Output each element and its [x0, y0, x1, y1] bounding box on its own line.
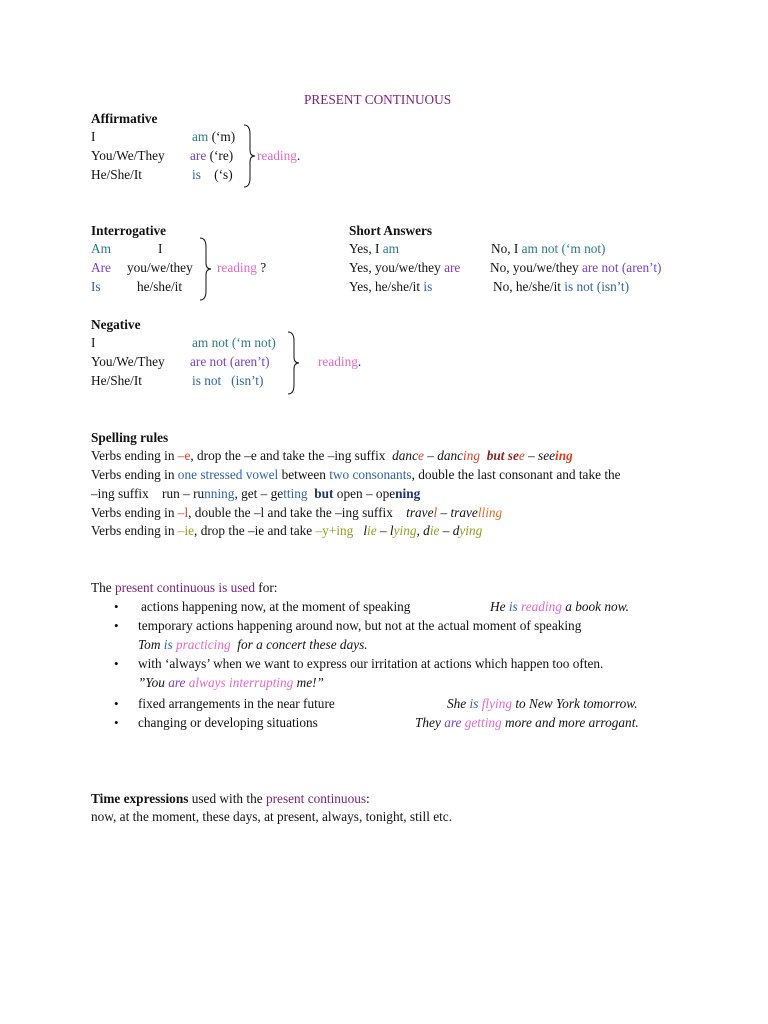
no-answer — [490, 259, 661, 277]
interrogative-brace — [199, 237, 213, 301]
neg-subject-he: He/She/It — [91, 373, 142, 388]
time-heading: Time expressions used with the present continuous: — [91, 791, 370, 806]
no-answer — [491, 240, 606, 258]
usage-item-text: changing or developing situations — [138, 715, 318, 730]
no-verb: are not — [581, 260, 619, 275]
int-subject-you: you/we/they — [127, 260, 193, 275]
aff-short-s: (‘s) — [214, 167, 233, 182]
int-verb-is: Is — [91, 279, 101, 294]
usage-item-text: fixed arrangements in the near future — [138, 696, 335, 711]
interrogative-heading: Interrogative — [91, 223, 167, 238]
neg-verb-row — [192, 372, 263, 390]
negative-heading: Negative — [91, 317, 141, 332]
spelling-rule-2b: –ing suffix run – running, get – getting but open – opening — [91, 486, 421, 501]
negative-brace — [287, 331, 301, 395]
usage-example: He is reading a book now. — [490, 599, 629, 614]
neg-verb-row — [190, 353, 270, 371]
aff-verb-row — [190, 147, 233, 165]
aff-subject-he: He/She/It — [91, 167, 142, 182]
no-verb: am not — [521, 241, 559, 256]
int-verb-am: Am — [91, 241, 111, 256]
neg-short-m-not: (‘m not) — [231, 335, 276, 350]
aff-subject-you: You/We/They — [91, 148, 165, 163]
bullet-icon: • — [114, 715, 119, 730]
neg-short-isnt: (isn’t) — [231, 373, 264, 388]
int-subject-he: he/she/it — [137, 279, 183, 294]
spelling-rule-1: Verbs ending in –e, drop the –e and take the –ing suffix dance – dancing but see – seeing — [91, 448, 573, 463]
aff-reading: reading — [257, 148, 297, 163]
aff-verb-row — [192, 128, 235, 146]
no-short: (isn’t) — [596, 279, 630, 294]
yes-answer — [349, 259, 460, 277]
aff-ending — [257, 147, 300, 165]
usage-example: Tom is practicing for a concert these days. — [138, 637, 368, 652]
yes-verb: am — [382, 241, 400, 256]
yes-answer — [349, 240, 399, 258]
yes-verb: are — [444, 260, 461, 275]
neg-period: . — [357, 354, 362, 369]
bullet-icon: • — [114, 599, 119, 614]
int-reading: reading — [217, 260, 257, 275]
usage-example: She is flying to New York tomorrow. — [447, 696, 638, 711]
aff-verb-row — [192, 166, 233, 184]
int-verb-are: Are — [91, 260, 111, 275]
neg-verb-row — [192, 334, 276, 352]
int-ending — [217, 259, 266, 277]
no-prefix: No, he/she/it — [493, 279, 561, 294]
neg-verb-am-not: am not — [192, 335, 229, 350]
usage-example: ”You are always interrupting me!” — [138, 675, 324, 690]
no-prefix: No, you/we/they — [490, 260, 579, 275]
spelling-rule-4: Verbs ending in –ie, drop the –ie and take –y+ing lie – lying, die – dying — [91, 523, 483, 538]
yes-answer — [349, 278, 432, 296]
bullet-icon: • — [114, 696, 119, 711]
aff-verb-is: is — [192, 167, 201, 182]
spelling-heading: Spelling rules — [91, 430, 169, 445]
yes-prefix: Yes, I — [349, 241, 380, 256]
aff-verb-am: am — [192, 129, 209, 144]
neg-verb-are-not: are not — [190, 354, 227, 369]
no-answer — [493, 278, 629, 296]
no-short: (‘m not) — [561, 241, 606, 256]
short-answers-heading: Short Answers — [349, 223, 433, 238]
affirmative-heading: Affirmative — [91, 111, 158, 126]
int-subject-i: I — [158, 241, 163, 256]
rule1-example: dance – dancing but see – seeing — [392, 448, 573, 463]
yes-prefix: Yes, he/she/it — [349, 279, 421, 294]
rule3-example: travel – travelling — [406, 505, 503, 520]
aff-subject-i: I — [91, 129, 96, 144]
usage-item-text: temporary actions happening around now, but not at the actual moment of speaking — [138, 618, 582, 633]
neg-reading: reading — [318, 354, 358, 369]
spelling-rule-2: Verbs ending in one stressed vowel between two consonants, double the last consonant and take the — [91, 467, 621, 482]
bullet-icon: • — [114, 618, 119, 633]
no-prefix: No, I — [491, 241, 519, 256]
neg-subject-i: I — [91, 335, 96, 350]
usage-item-text: with ‘always’ when we want to express our irritation at actions which happen too often. — [138, 656, 604, 671]
usage-intro: The present continuous is used for: — [91, 580, 278, 595]
page-title: PRESENT CONTINUOUS — [304, 92, 452, 107]
usage-example: They are getting more and more arrogant. — [415, 715, 639, 730]
neg-ending — [318, 353, 361, 371]
no-short: (aren’t) — [621, 260, 662, 275]
neg-verb-is-not: is not — [192, 373, 222, 388]
bullet-icon: • — [114, 656, 119, 671]
int-qmark: ? — [260, 260, 267, 275]
neg-short-arent: (aren’t) — [229, 354, 270, 369]
neg-subject-you: You/We/They — [91, 354, 165, 369]
spelling-rule-3: Verbs ending in –l, double the –l and take the –ing suffix travel – travelling — [91, 505, 503, 520]
yes-verb: is — [423, 279, 433, 294]
aff-verb-are: are — [190, 148, 207, 163]
usage-item-text: actions happening now, at the moment of speaking — [141, 599, 411, 614]
no-verb: is not — [564, 279, 594, 294]
time-expressions-list: now, at the moment, these days, at present, always, tonight, still etc. — [91, 809, 453, 824]
rule4-example: lie – lying, die – dying — [363, 523, 483, 538]
aff-short-re: (‘re) — [209, 148, 234, 163]
aff-short-m: (‘m) — [211, 129, 236, 144]
affirmative-brace — [243, 124, 257, 188]
aff-period: . — [296, 148, 301, 163]
yes-prefix: Yes, you/we/they — [349, 260, 441, 275]
